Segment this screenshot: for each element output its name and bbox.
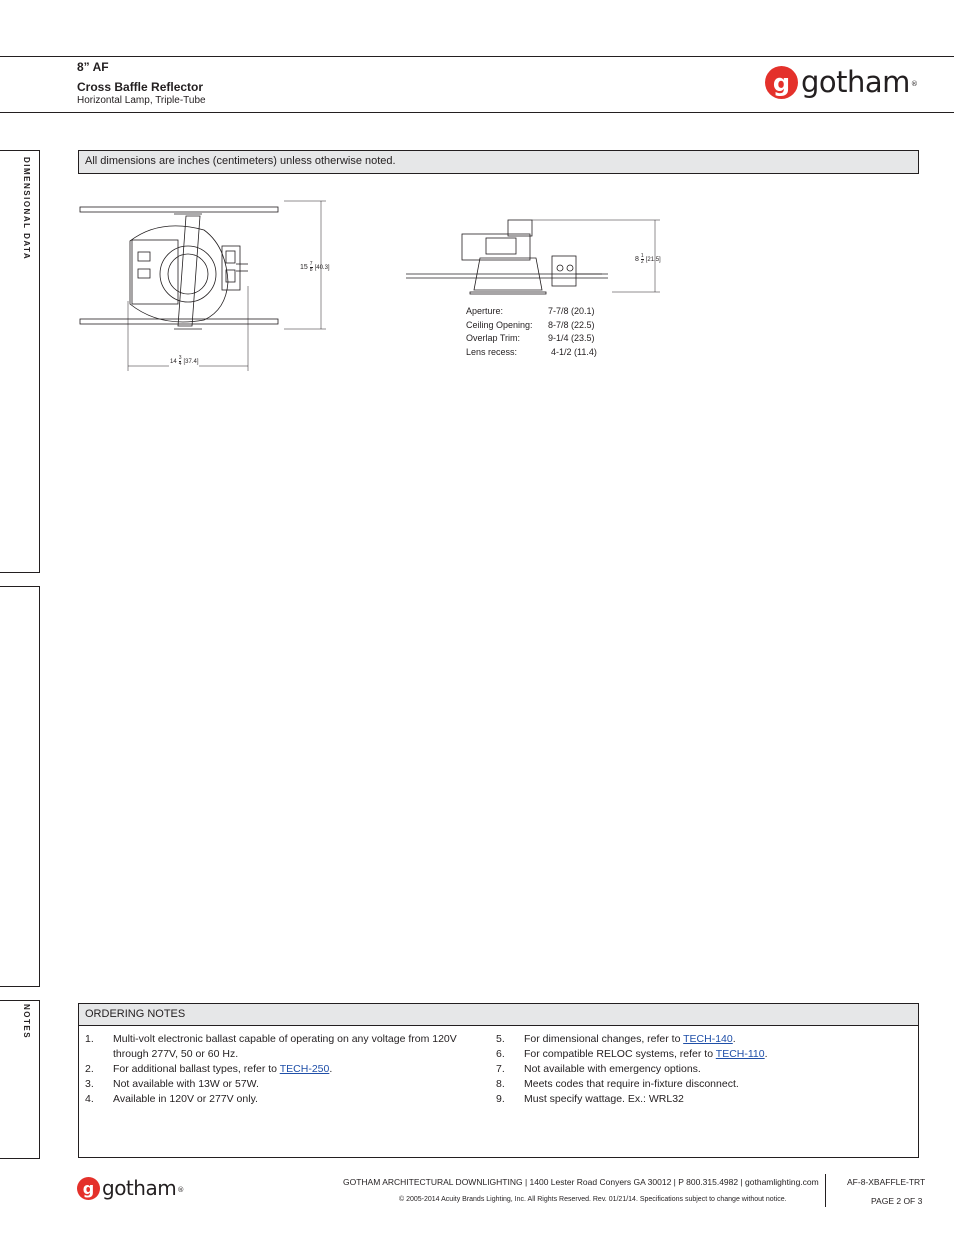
left-width-dimension	[169, 356, 199, 367]
dimension-row	[466, 346, 597, 360]
left-width-metric: [37.4]	[183, 358, 199, 365]
gotham-logo-icon	[765, 66, 798, 99]
side-tab-notes	[0, 1000, 40, 1159]
bottom-flange	[80, 319, 278, 324]
side-tab-dimensional	[0, 150, 40, 573]
note-text: Meets codes that require in-fixture disconnect.	[524, 1078, 739, 1090]
dimension-row	[466, 305, 597, 319]
note-item	[85, 1062, 473, 1077]
side-label-notes: NOTES	[22, 1004, 31, 1040]
product-title: 8” AF	[77, 60, 109, 74]
note-text	[524, 1047, 904, 1062]
dimension-table	[466, 305, 597, 359]
dimension-value: 9-1/4 (23.5)	[548, 333, 595, 343]
left-height-metric: [40.3]	[314, 264, 330, 271]
note-text-tail: .	[732, 1033, 736, 1045]
note-text	[113, 1062, 473, 1077]
note-item	[496, 1092, 904, 1107]
footer-divider	[825, 1174, 826, 1207]
registered-mark: ®	[177, 1186, 184, 1194]
footer-address: GOTHAM ARCHITECTURAL DOWNLIGHTING | 1400 Lester Road Conyers GA 30012 | P 800.315.4982 | gothamlighting.com	[343, 1177, 819, 1187]
note-text	[524, 1032, 904, 1047]
note-number: 3.	[85, 1078, 94, 1090]
connector-bottom	[138, 269, 150, 278]
dimension-value: 7-7/8 (20.1)	[548, 306, 595, 316]
ordering-notes-right	[496, 1032, 904, 1107]
ordering-notes-panel	[78, 1003, 919, 1158]
dimension-note: All dimensions are inches (centimeters) unless otherwise noted.	[78, 150, 919, 174]
note-number: 6.	[496, 1048, 505, 1060]
dimension-label: Aperture:	[466, 306, 504, 316]
note-number: 4.	[85, 1093, 94, 1105]
note-number: 7.	[496, 1063, 505, 1075]
dimension-label: Overlap Trim:	[466, 333, 521, 343]
right-height-whole: 8	[635, 256, 639, 263]
top-flange	[80, 207, 278, 212]
dimension-row	[466, 332, 597, 346]
left-width-num: 3	[178, 355, 182, 361]
note-item	[496, 1032, 904, 1047]
left-height-dimension	[300, 262, 330, 273]
brand-name	[801, 66, 917, 99]
product-name: Cross Baffle Reflector	[77, 80, 204, 94]
note-text: Not available with 13W or 57W.	[113, 1078, 259, 1090]
footer-copyright: © 2005-2014 Acuity Brands Lighting, Inc. All Rights Reserved. Rev. 01/21/14. Specifications subject to change without notice.	[399, 1196, 787, 1203]
ballast-box	[132, 240, 178, 304]
note-item	[85, 1092, 473, 1107]
note-text: Must specify wattage. Ex.: WRL32	[524, 1093, 684, 1105]
cross-baffle	[178, 216, 200, 326]
note-item	[85, 1032, 473, 1062]
note-number: 8.	[496, 1078, 505, 1090]
left-width-whole: 14	[170, 358, 177, 365]
left-width-den: 4	[178, 361, 182, 367]
note-text: Multi-volt electronic ballast capable of operating on any voltage from 120V through 277V, 50 or 60 Hz.	[113, 1033, 457, 1060]
header-logo	[765, 66, 917, 99]
jbox-knockout-top	[226, 251, 235, 263]
trim-flange	[470, 292, 546, 294]
product-subtitle: Horizontal Lamp, Triple-Tube	[77, 95, 206, 106]
ordering-notes-heading: ORDERING NOTES	[79, 1004, 918, 1026]
note-number: 1.	[85, 1033, 94, 1045]
brand-word: gotham	[102, 1176, 177, 1200]
footer-brand-name	[102, 1177, 184, 1200]
note-number: 2.	[85, 1063, 94, 1075]
lamp-socket	[486, 238, 516, 254]
note-item	[496, 1077, 904, 1092]
dimension-label: Lens recess:	[466, 346, 518, 357]
header-bottom-rule	[0, 112, 954, 113]
tech-250-link[interactable]: TECH-250	[279, 1063, 330, 1075]
logo-mark: g	[772, 68, 791, 97]
dimension-label: Ceiling Opening:	[466, 319, 533, 330]
ordering-notes-left	[85, 1032, 473, 1107]
right-height-dimension	[635, 254, 661, 265]
footer-catalog-number: AF-8-XBAFFLE-TRT	[847, 1177, 926, 1187]
jbox-screw-2	[567, 265, 573, 271]
note-item	[85, 1077, 473, 1092]
dimension-value: 4-1/2 (11.4)	[551, 346, 597, 357]
right-height-den: 2	[640, 259, 644, 265]
footer-page-number: PAGE 2 OF 3	[871, 1196, 923, 1206]
reflector-circle	[168, 254, 208, 294]
junction-box	[222, 246, 240, 290]
top-view-drawing	[76, 196, 338, 372]
right-height-metric: [21.5]	[645, 256, 661, 263]
left-height-num: 7	[309, 261, 313, 267]
registered-mark: ®	[910, 80, 918, 88]
left-height-fraction	[310, 262, 313, 273]
right-height-num: 1	[640, 253, 644, 259]
note-text-lead: For dimensional changes, refer to	[524, 1033, 684, 1045]
side-view-drawing	[404, 214, 666, 296]
side-tab-blank	[0, 586, 40, 987]
tech-110-link[interactable]: TECH-110	[715, 1048, 765, 1060]
right-height-fraction	[641, 254, 644, 265]
brand-word: gotham	[801, 65, 910, 99]
note-text: Available in 120V or 277V only.	[113, 1093, 258, 1105]
tech-140-link[interactable]: TECH-140	[683, 1033, 733, 1045]
note-number: 9.	[496, 1093, 505, 1105]
note-item	[496, 1062, 904, 1077]
jbox-screw-1	[557, 265, 563, 271]
junction-box-side	[552, 256, 576, 286]
note-text-lead: For additional ballast types, refer to	[113, 1063, 280, 1075]
gotham-logo-icon	[77, 1177, 100, 1200]
header-top-rule	[0, 56, 954, 57]
logo-mark: g	[82, 1179, 95, 1198]
note-item	[496, 1047, 904, 1062]
left-width-fraction	[179, 356, 182, 367]
dimension-value: 8-7/8 (22.5)	[548, 319, 595, 330]
left-height-den: 8	[309, 267, 313, 273]
dimension-row	[466, 319, 597, 333]
connector-top	[138, 252, 150, 261]
note-text-tail: .	[764, 1048, 768, 1060]
note-text-lead: For compatible RELOC systems, refer to	[524, 1048, 716, 1060]
note-text: Not available with emergency options.	[524, 1063, 701, 1075]
note-number: 5.	[496, 1033, 505, 1045]
side-label-dimensional: DIMENSIONAL DATA	[22, 157, 31, 261]
left-height-whole: 15	[300, 264, 308, 271]
footer-logo	[77, 1177, 184, 1200]
note-text-tail: .	[329, 1063, 333, 1075]
